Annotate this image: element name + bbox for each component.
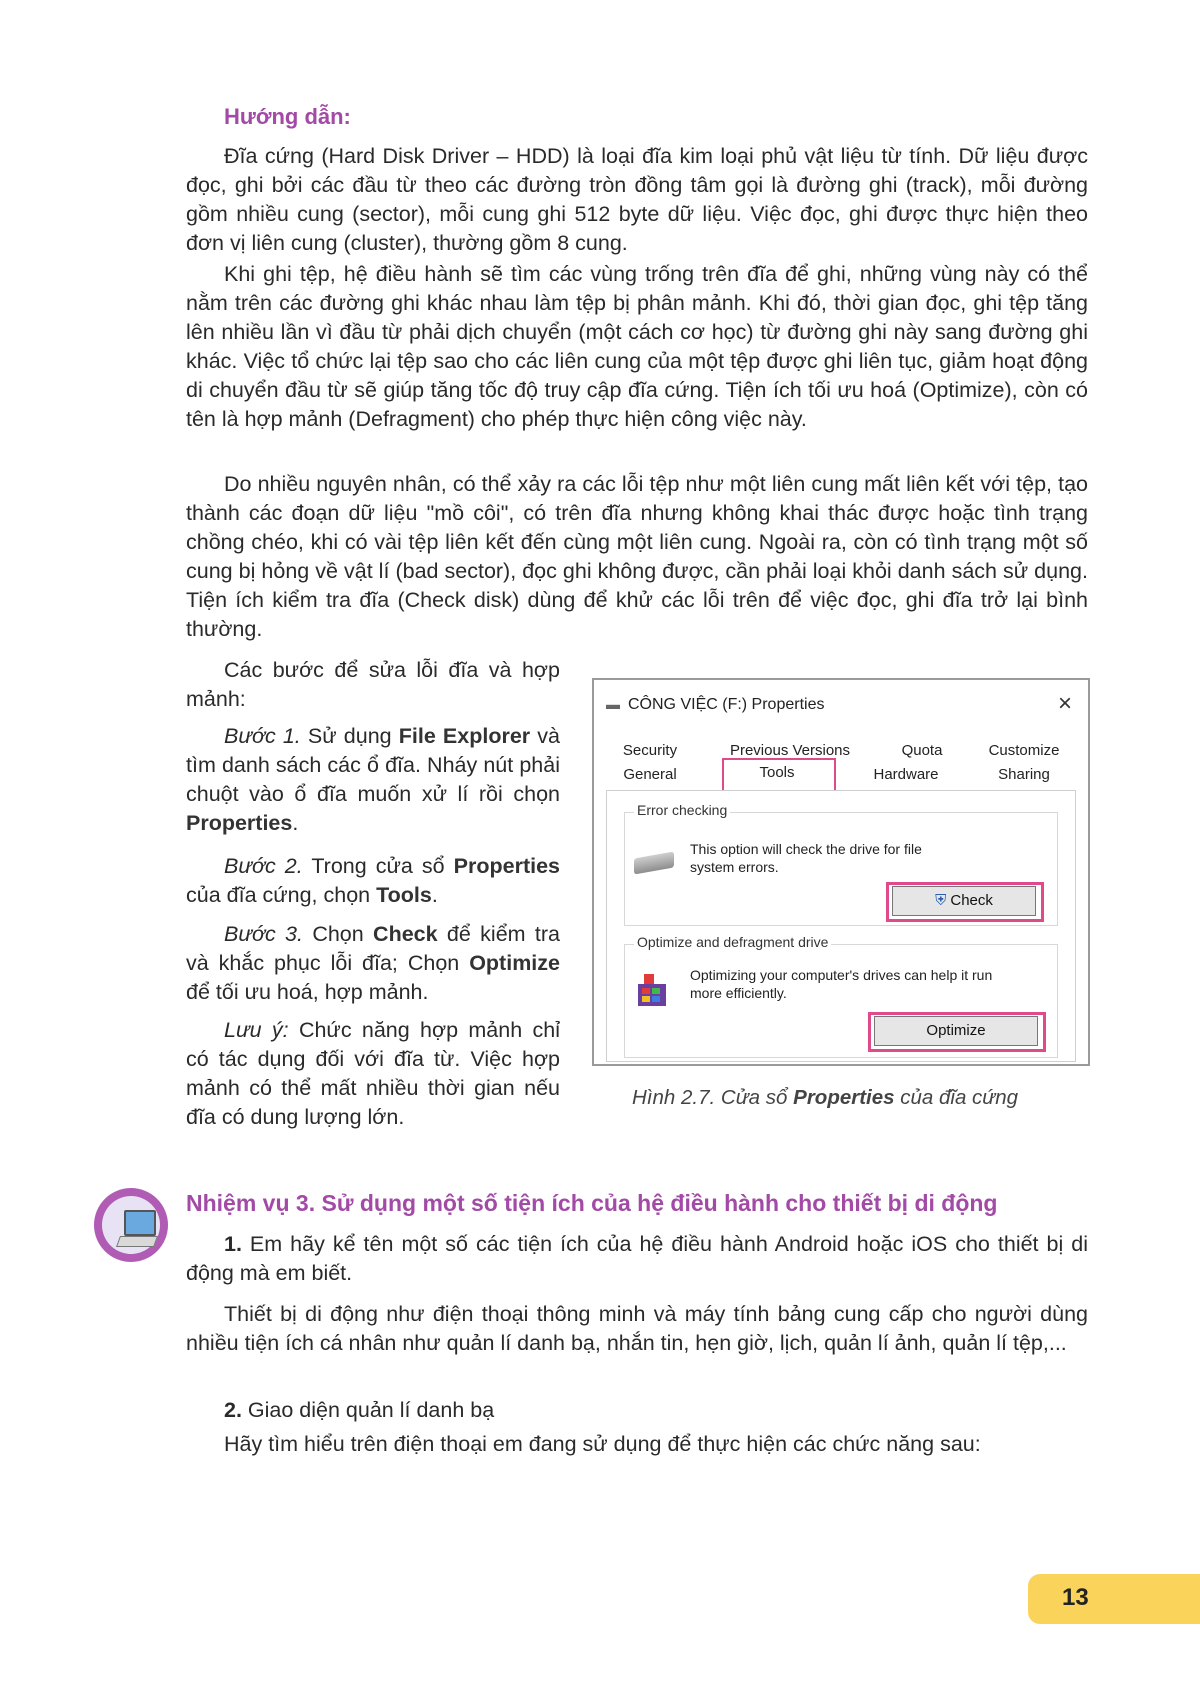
devices-paragraph: Thiết bị di động như điện thoại thông minh và máy tính bảng cung cấp cho người dùng nhiều tiện ích cá nhân như quản lí danh bạ, nhắn tin, hẹn giờ, lịch, quản lí ảnh, quản lí tệp,...	[186, 1302, 1088, 1355]
note-label: Lưu ý:	[224, 1018, 289, 1042]
task-question-1: 1. Em hãy kể tên một số các tiện ích của hệ điều hành Android hoặc iOS cho thiết bị di động mà em biết.	[186, 1232, 1088, 1285]
guide-paragraph-2: Khi ghi tệp, hệ điều hành sẽ tìm các vùng trống trên đĩa để ghi, những vùng này có thể nằm trên các đường ghi khác nhau làm tệp bị phân mảnh. Khi đó, thời gian đọc, ghi tệp tăng lên nhiều lần vì đầu từ phải dịch chuyển (một cách cơ học) từ đường ghi này sang đường ghi khác. Việc tổ chức lại tệp sao cho các liên cung của một tệp được ghi liên tục, giảm hoạt động di chuyển đầu từ sẽ giúp tăng tốc độ truy cập đĩa cứng. Tiện ích tối ưu hoá (Optimize), còn có tên là hợp mảnh (Defragment) cho phép thực hiện công việc này.	[186, 262, 1088, 431]
optimize-text: Optimizing your computer's drives can help it run more efficiently.	[690, 967, 993, 1001]
optimize-button[interactable]: Optimize	[874, 1016, 1038, 1046]
find-paragraph: Hãy tìm hiểu trên điện thoại em đang sử dụng để thực hiện các chức năng sau:	[224, 1432, 981, 1456]
guide-heading: Hướng dẫn:	[224, 104, 351, 129]
tab-customize[interactable]: Customize	[988, 742, 1060, 759]
error-checking-text: This option will check the drive for file system errors.	[690, 841, 922, 875]
tab-quota[interactable]: Quota	[901, 742, 943, 759]
tab-tools[interactable]: Tools	[759, 764, 795, 781]
step-3-label: Bước 3.	[224, 922, 303, 946]
properties-dialog	[592, 678, 1090, 1066]
close-icon[interactable]: ×	[1057, 690, 1072, 717]
steps-intro: Các bước để sửa lỗi đĩa và hợp mảnh:	[186, 658, 560, 711]
task-3-heading: Nhiệm vụ 3. Sử dụng một số tiện ích của hệ điều hành cho thiết bị di động	[186, 1190, 998, 1216]
step-2-label: Bước 2.	[224, 854, 303, 878]
step-3: Bước 3. Chọn Check để kiểm tra và khắc phục lỗi đĩa; Chọn Optimize để tối ưu hoá, hợp mảnh.	[186, 922, 560, 1004]
drive-icon: ▬	[606, 696, 620, 712]
step-1: Bước 1. Sử dụng File Explorer và tìm danh sách các ổ đĩa. Nháy nút phải chuột vào ổ đĩa muốn xử lí rồi chọn Properties.	[186, 724, 560, 835]
guide-paragraph-1: Đĩa cứng (Hard Disk Driver – HDD) là loại đĩa kim loại phủ vật liệu từ tính. Dữ liệu được đọc, ghi bởi các đầu từ theo các đường tròn đồng tâm gọi là đường ghi (track), mỗi đường gồm nhiều cung (sector), mỗi cung ghi 512 byte dữ liệu. Việc đọc, ghi được thực hiện theo đơn vị liên cung (cluster), thường gồm 8 cung.	[186, 144, 1088, 255]
defragment-icon	[634, 970, 670, 1010]
tab-previous-versions[interactable]: Previous Versions	[729, 742, 851, 759]
task-computer-icon	[94, 1188, 168, 1262]
page-number-badge	[1028, 1574, 1200, 1624]
tab-hardware[interactable]: Hardware	[873, 766, 939, 783]
tab-security[interactable]: Security	[622, 742, 678, 759]
step-1-label: Bước 1.	[224, 724, 301, 748]
check-button[interactable]: ⛨ Check	[892, 886, 1036, 916]
dialog-title: ▬ CÔNG VIỆC (F:) Properties	[606, 696, 825, 713]
step-2: Bước 2. Trong cửa sổ Properties của đĩa cứng, chọn Tools.	[186, 854, 560, 907]
tab-general[interactable]: General	[623, 766, 677, 783]
task-question-2: 2. Giao diện quản lí danh bạ	[224, 1398, 495, 1422]
tab-sharing[interactable]: Sharing	[998, 766, 1050, 783]
shield-icon: ⛨	[935, 892, 947, 909]
guide-paragraph-3: Do nhiều nguyên nhân, có thể xảy ra các lỗi tệp như một liên cung mất liên kết với tệp, tạo thành các đoạn dữ liệu "mồ côi", có trên đĩa nhưng không khai thác được hoặc tình trạng chồng chéo, khi có vài tệp liên kết đến cùng một liên cung. Ngoài ra, còn có tình trạng một số cung bị hỏng về vật lí (bad sector), đọc ghi không được, cần phải loại khỏi danh sách sử dụng. Tiện ích kiểm tra đĩa (Check disk) dùng để khử các lỗi trên để việc đọc, ghi đĩa trở lại bình thường.	[186, 472, 1088, 641]
note: Lưu ý: Chức năng hợp mảnh chỉ có tác dụng đối với đĩa từ. Việc hợp mảnh có thể mất nhiều thời gian nếu đĩa có dung lượng lớn.	[186, 1018, 560, 1129]
error-checking-label: Error checking	[634, 802, 730, 818]
figure-caption: Hình 2.7. Cửa sổ Properties của đĩa cứng	[632, 1086, 1019, 1109]
page-number: 13	[1062, 1584, 1089, 1611]
optimize-label: Optimize and defragment drive	[634, 934, 831, 950]
